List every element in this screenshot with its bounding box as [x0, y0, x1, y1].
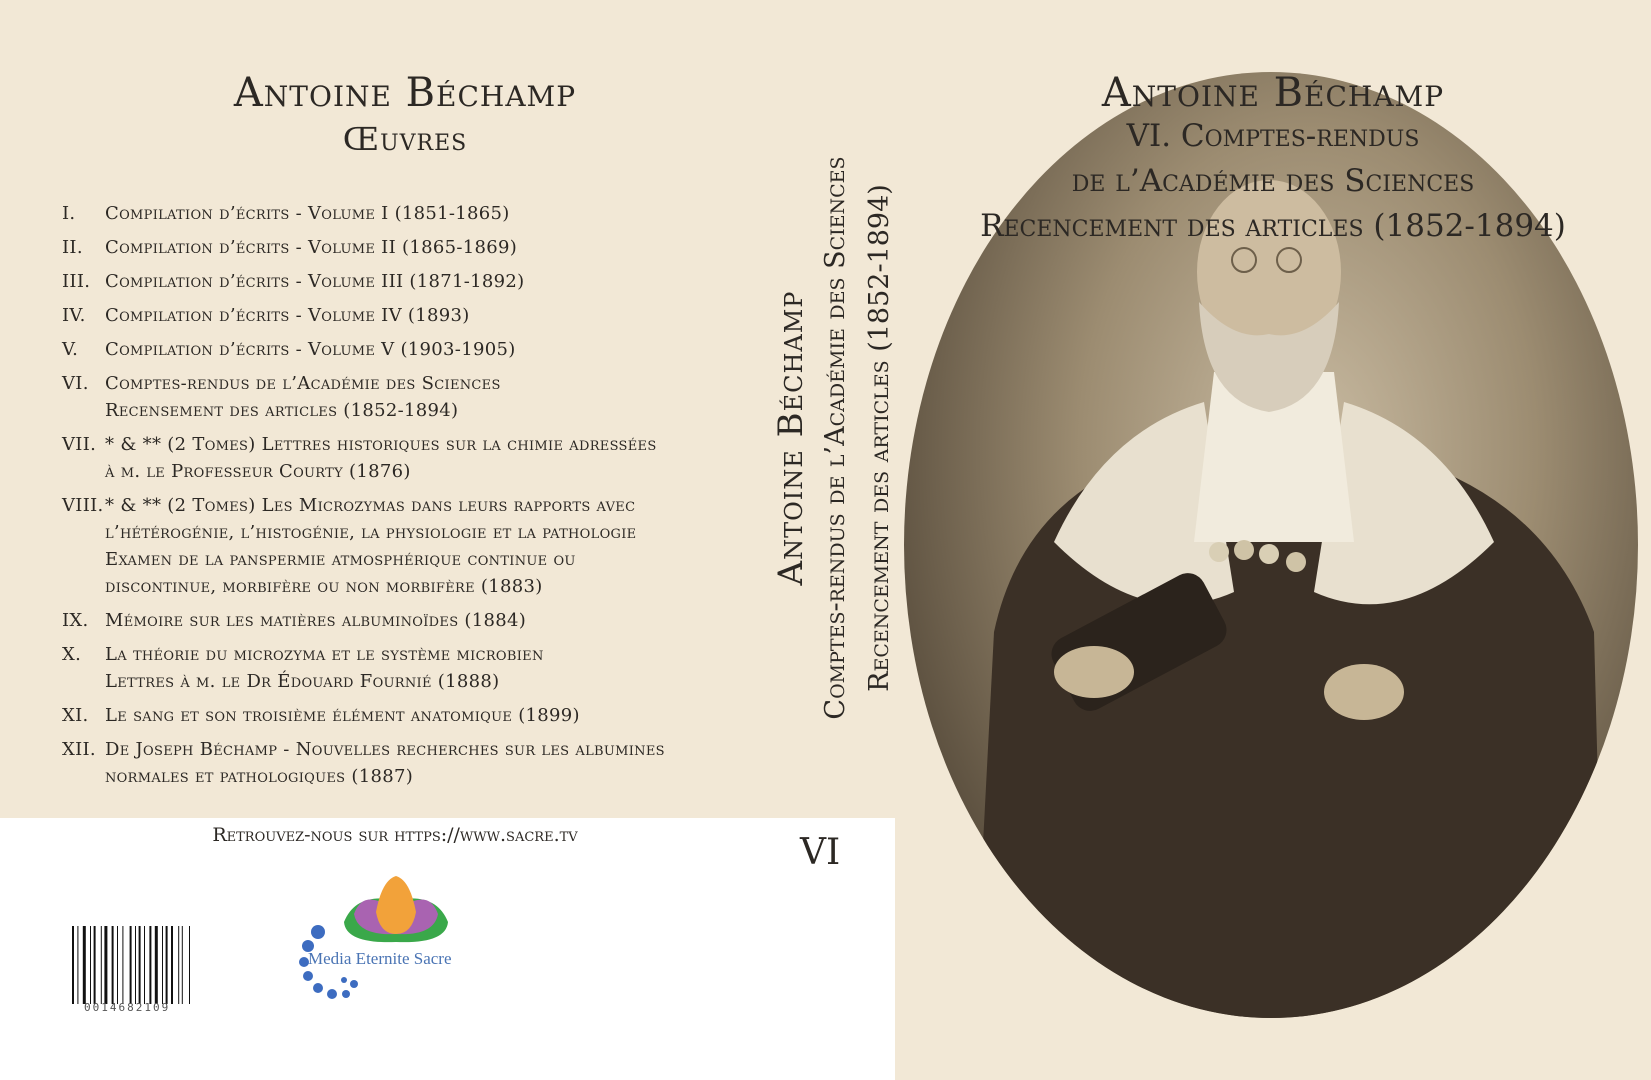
toc-entry-line: * & ** (2 Tomes) Les Microzymas dans leurs rapports avec	[105, 495, 636, 516]
toc-entry-number: I.	[62, 203, 76, 224]
toc-entry-text	[105, 302, 762, 329]
toc-entry	[62, 736, 762, 790]
toc-entry-line: Examen de la panspermie atmosphérique continue ou	[105, 549, 576, 570]
toc-entry	[62, 431, 762, 485]
toc-entry	[62, 200, 762, 227]
spine-text-block	[768, 58, 902, 818]
toc-entry-line: Compilation d’écrits - Volume II (1865-1869)	[105, 237, 518, 258]
barcode-image	[72, 926, 232, 1004]
barcode-digits: 0014682109	[84, 1001, 171, 1014]
toc-entry-number: VIII.	[62, 495, 104, 516]
toc-entry-number: III.	[62, 271, 91, 292]
back-subtitle: Œuvres	[342, 120, 468, 158]
toc-entry	[62, 641, 762, 695]
spine-subtitle-line: Recencement des articles (1852-1894)	[864, 184, 895, 692]
toc-entry-text	[105, 736, 762, 790]
back-author-title: Antoine Béchamp	[233, 70, 577, 116]
toc-entry-line: La théorie du microzyma et le système microbien	[105, 644, 544, 665]
toc-entry-line: Compilation d’écrits - Volume V (1903-1905)	[105, 339, 516, 360]
publisher-name: Media Eternite Sacre	[308, 949, 452, 968]
toc-entry-number: X.	[62, 644, 82, 665]
toc-entry-number: IX.	[62, 610, 89, 631]
toc-entry-text	[105, 607, 762, 634]
toc-entry-number: VII.	[62, 434, 97, 455]
front-title-line-2: de l’Académie des Sciences	[1071, 163, 1475, 199]
toc-entry-line: Recensement des articles (1852-1894)	[105, 400, 459, 421]
spine-volume-number: VI	[800, 832, 841, 873]
toc-entry-text	[105, 702, 762, 729]
toc-entry-number: V.	[62, 339, 79, 360]
toc-entry-line: Comptes-rendus de l’Académie des Sciences	[105, 373, 501, 394]
website-line: Retrouvez-nous sur https://www.sacre.tv	[212, 824, 578, 846]
toc-entry-number: VI.	[62, 373, 89, 394]
toc-entry-number: IV.	[62, 305, 86, 326]
toc-entry-number: II.	[62, 237, 83, 258]
toc-entry-line: Compilation d’écrits - Volume I (1851-1865)	[105, 203, 510, 224]
toc-entry-line: Mémoire sur les matières albuminoïdes (1884)	[105, 610, 527, 631]
book-spine	[770, 58, 900, 818]
toc-entry-text	[105, 268, 762, 295]
spine-title-line: Comptes-rendus de l’Académie des Sciences	[820, 156, 851, 720]
toc-entry	[62, 492, 762, 600]
toc-entry-line: De Joseph Béchamp - Nouvelles recherches sur les albumines	[105, 739, 665, 760]
toc-entry-line: Compilation d’écrits - Volume IV (1893)	[105, 305, 470, 326]
front-title-line-1: VI. Comptes-rendus	[1126, 118, 1420, 154]
toc-entry	[62, 302, 762, 329]
toc-entry	[62, 702, 762, 729]
toc-entry-line: à m. le Professeur Courty (1876)	[105, 461, 411, 482]
toc-entry-number: XII.	[62, 739, 96, 760]
front-author-title: Antoine Béchamp	[1101, 70, 1445, 116]
spine-author: Antoine Béchamp	[771, 290, 811, 586]
toc-entry-number: XI.	[62, 705, 89, 726]
toc-entry-text	[105, 492, 762, 600]
toc-entry	[62, 607, 762, 634]
toc-entry-text	[105, 431, 762, 485]
toc-entry	[62, 336, 762, 363]
table-of-contents	[62, 200, 762, 797]
toc-entry-line: Le sang et son troisième élément anatomique (1899)	[105, 705, 580, 726]
toc-entry-line: Lettres à m. le Dr Édouard Fournié (1888)	[105, 671, 500, 692]
toc-entry	[62, 268, 762, 295]
toc-entry-line: normales et pathologiques (1887)	[105, 766, 414, 787]
front-title-line-3: Recencement des articles (1852-1894)	[980, 208, 1566, 244]
toc-entry-line: discontinue, morbifère ou non morbifère (1883)	[105, 576, 543, 597]
publisher-logo-icon	[296, 872, 496, 1008]
toc-entry-line: Compilation d’écrits - Volume III (1871-1892)	[105, 271, 525, 292]
toc-entry-text	[105, 641, 762, 695]
toc-entry	[62, 370, 762, 424]
toc-entry-line: * & ** (2 Tomes) Lettres historiques sur la chimie adressées	[105, 434, 657, 455]
toc-entry	[62, 234, 762, 261]
toc-entry-text	[105, 370, 762, 424]
toc-entry-line: l’hétérogénie, l’histogénie, la physiologie et la pathologie	[105, 522, 637, 543]
toc-entry-text	[105, 234, 762, 261]
toc-entry-text	[105, 200, 762, 227]
toc-entry-text	[105, 336, 762, 363]
